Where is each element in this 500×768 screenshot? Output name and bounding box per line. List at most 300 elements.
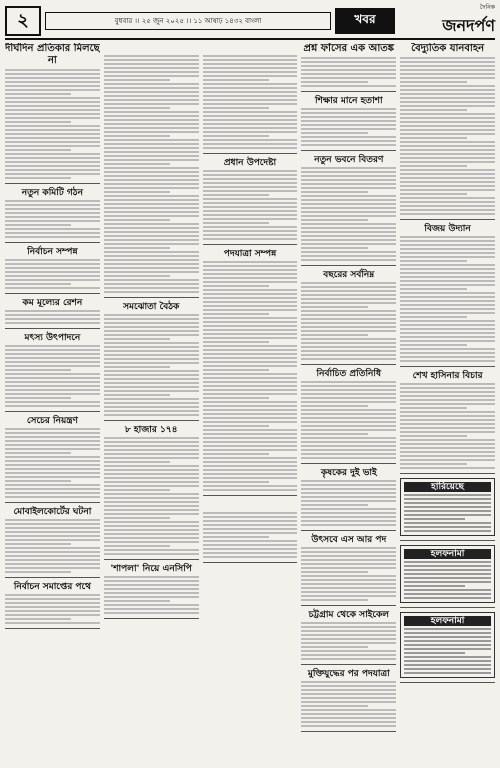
text-line-placeholder [5,85,100,87]
text-line-placeholder [5,622,100,624]
text-line-placeholder [203,238,298,240]
article-headline: সেচের নিয়ন্ত্রণ [26,416,78,426]
text-line-placeholder [400,121,495,123]
text-line-placeholder [203,453,269,455]
text-line-placeholder [301,429,396,431]
text-line-placeholder [5,169,100,171]
text-line-placeholder [400,403,495,405]
text-line-placeholder [400,93,495,95]
text-line-placeholder [301,211,396,213]
text-line-placeholder [104,231,199,233]
text-line-placeholder [404,660,491,662]
text-line-placeholder [5,551,100,553]
text-line-placeholder [301,199,396,201]
text-line-placeholder [404,577,491,579]
text-line-placeholder [301,310,396,312]
column-1 [5,43,100,765]
text-line-placeholder [104,239,199,241]
text-line-placeholder [301,409,396,411]
text-line-placeholder [301,654,396,656]
article-body [203,170,298,240]
article [5,188,100,238]
text-line-placeholder [301,453,396,455]
text-line-placeholder [104,608,199,610]
article-headline: নতুন কমিটি গঠন [21,188,83,198]
text-line-placeholder [400,360,495,362]
text-line-placeholder [301,120,396,122]
text-line-placeholder [400,173,495,175]
article [5,507,100,573]
text-line-placeholder [5,77,100,79]
text-line-placeholder [400,57,495,59]
text-line-placeholder [400,117,495,119]
text-line-placeholder [104,481,199,483]
text-line-placeholder [400,101,495,103]
text-line-placeholder [404,565,491,567]
text-line-placeholder [203,341,269,343]
text-line-placeholder [104,493,199,495]
text-line-placeholder [301,215,396,217]
text-line-placeholder [404,597,491,599]
text-line-placeholder [5,389,100,391]
text-line-placeholder [104,314,199,316]
text-line-placeholder [301,251,396,253]
text-line-placeholder [5,559,100,561]
text-line-placeholder [5,69,100,71]
article [400,224,495,362]
article-headline: নির্বাচন সম্পন্ন [27,247,78,257]
text-line-placeholder [301,203,396,205]
text-line-placeholder [301,57,396,59]
article [5,298,100,324]
text-line-placeholder [400,165,466,167]
text-line-placeholder [400,77,495,79]
text-line-placeholder [104,576,199,578]
text-line-placeholder [5,397,71,399]
text-line-placeholder [400,415,495,417]
text-line-placeholder [203,413,298,415]
text-line-placeholder [404,644,491,646]
text-line-placeholder [104,477,199,479]
article [5,43,100,179]
article-headline: শেখ হাসিনার বিচার [412,371,483,381]
text-line-placeholder [104,123,199,125]
text-line-placeholder [203,79,269,81]
text-line-placeholder [104,75,199,77]
text-line-placeholder [104,267,199,269]
text-line-placeholder [400,300,495,302]
page-number: ২ [5,6,41,36]
text-line-placeholder [301,449,396,451]
text-line-placeholder [400,467,495,469]
text-line-placeholder [5,480,71,482]
text-line-placeholder [104,517,170,519]
text-line-placeholder [400,81,466,83]
logo-title: জনদর্পণ [442,16,495,35]
text-line-placeholder [5,271,100,273]
text-line-placeholder [104,59,199,61]
text-line-placeholder [301,231,396,233]
article-body [301,480,396,526]
text-line-placeholder [400,304,495,306]
text-line-placeholder [301,512,396,514]
article-headline: হলফনামা [404,549,491,559]
text-line-placeholder [104,179,199,181]
text-line-placeholder [400,459,495,461]
text-line-placeholder [301,709,396,711]
text-line-placeholder [104,147,199,149]
article-divider [5,502,100,503]
text-line-placeholder [203,405,298,407]
text-line-placeholder [104,549,199,551]
text-line-placeholder [400,320,495,322]
text-line-placeholder [5,488,100,490]
article-divider [5,293,100,294]
article-divider [203,562,298,563]
text-line-placeholder [301,575,396,577]
text-line-placeholder [203,393,298,395]
article-headline: প্রধান উপদেষ্টা [223,158,277,168]
text-line-placeholder [301,144,396,146]
text-line-placeholder [301,322,396,324]
text-line-placeholder [104,406,199,408]
article [104,425,199,555]
text-line-placeholder [301,433,367,435]
text-line-placeholder [301,77,396,79]
text-line-placeholder [203,445,298,447]
text-line-placeholder [5,527,100,529]
text-line-placeholder [400,240,495,242]
logo-subtitle: দৈনিক [479,4,495,11]
text-line-placeholder [5,614,100,616]
text-line-placeholder [400,256,495,258]
text-line-placeholder [301,191,367,193]
text-line-placeholder [203,103,298,105]
text-line-placeholder [301,259,396,261]
text-line-placeholder [203,329,298,331]
text-line-placeholder [203,277,298,279]
article-body [404,561,491,599]
text-line-placeholder [301,219,367,221]
text-line-placeholder [5,535,100,537]
text-line-placeholder [301,563,396,565]
text-line-placeholder [5,618,71,620]
text-line-placeholder [400,244,495,246]
text-line-placeholder [104,107,170,109]
text-line-placeholder [301,354,396,356]
text-line-placeholder [301,638,396,640]
text-line-placeholder [203,465,298,467]
text-line-placeholder [301,128,396,130]
article [400,371,495,469]
text-line-placeholder [301,227,396,229]
text-line-placeholder [104,283,199,285]
article-divider [400,682,495,683]
text-line-placeholder [301,330,396,332]
text-line-placeholder [5,484,100,486]
text-line-placeholder [104,509,199,511]
text-line-placeholder [104,346,199,348]
text-line-placeholder [301,326,396,328]
text-line-placeholder [5,610,100,612]
text-line-placeholder [400,419,495,421]
text-line-placeholder [203,75,298,77]
text-line-placeholder [104,291,199,293]
text-line-placeholder [301,441,396,443]
text-line-placeholder [400,252,495,254]
text-line-placeholder [400,336,495,338]
text-line-placeholder [400,236,495,238]
text-line-placeholder [104,87,199,89]
text-line-placeholder [104,219,170,221]
text-line-placeholder [5,432,100,434]
text-line-placeholder [203,285,269,287]
text-line-placeholder [203,437,298,439]
text-line-placeholder [5,157,100,159]
text-line-placeholder [5,283,71,285]
text-line-placeholder [104,354,199,356]
text-line-placeholder [203,381,298,383]
column-2 [104,43,199,765]
text-line-placeholder [301,187,396,189]
text-line-placeholder [5,365,100,367]
text-line-placeholder [5,228,100,230]
text-line-placeholder [5,436,100,438]
text-line-placeholder [400,73,495,75]
text-line-placeholder [400,427,495,429]
text-line-placeholder [5,224,71,226]
text-line-placeholder [203,425,269,427]
text-line-placeholder [301,171,396,173]
text-line-placeholder [301,713,396,715]
text-line-placeholder [203,194,269,196]
text-line-placeholder [5,275,100,277]
text-line-placeholder [203,528,298,530]
text-line-placeholder [5,263,100,265]
text-line-placeholder [104,362,199,364]
column-4 [301,43,396,765]
article-headline: হলফনামা [404,616,491,626]
article-divider [400,607,495,608]
text-line-placeholder [104,247,170,249]
text-line-placeholder [104,600,170,602]
text-line-placeholder [104,326,199,328]
text-line-placeholder [5,93,71,95]
text-line-placeholder [301,61,396,63]
text-line-placeholder [5,232,100,234]
text-line-placeholder [301,393,396,395]
text-line-placeholder [104,83,199,85]
text-line-placeholder [301,591,396,593]
text-line-placeholder [404,640,491,642]
text-line-placeholder [5,460,100,462]
text-line-placeholder [400,308,495,310]
text-line-placeholder [203,301,298,303]
text-line-placeholder [400,264,495,266]
text-line-placeholder [404,502,491,504]
text-line-placeholder [5,464,100,466]
text-line-placeholder [404,672,491,674]
text-line-placeholder [301,658,396,660]
text-line-placeholder [5,353,100,355]
text-line-placeholder [5,492,100,494]
text-line-placeholder [5,137,100,139]
text-line-placeholder [5,357,100,359]
text-line-placeholder [5,519,100,521]
text-line-placeholder [400,105,495,107]
text-line-placeholder [301,306,367,308]
article-headline: কৃষকের দুই ভাই [320,468,377,478]
text-line-placeholder [104,350,199,352]
text-line-placeholder [301,425,396,427]
text-line-placeholder [301,445,396,447]
text-line-placeholder [5,149,71,151]
text-line-placeholder [400,209,495,211]
text-line-placeholder [301,298,396,300]
text-line-placeholder [104,382,199,384]
text-line-placeholder [301,689,396,691]
article-headline [203,500,298,510]
text-line-placeholder [400,260,466,262]
text-line-placeholder [104,505,199,507]
article-headline: মুক্তিযুদ্ধের পর পদযাত্রা [307,669,390,679]
text-line-placeholder [104,63,199,65]
text-line-placeholder [203,401,298,403]
text-line-placeholder [104,410,199,412]
text-line-placeholder [203,389,298,391]
article-body [301,622,396,660]
article [400,43,495,215]
text-line-placeholder [203,293,298,295]
text-line-placeholder [400,451,495,453]
text-line-placeholder [203,107,269,109]
text-line-placeholder [400,312,495,314]
text-line-placeholder [104,394,170,396]
article-body [301,57,396,87]
section-tag: খবর [335,8,395,34]
text-line-placeholder [5,543,71,545]
text-line-placeholder [104,338,170,340]
text-line-placeholder [5,602,100,604]
article-body [5,345,100,407]
text-line-placeholder [5,468,100,470]
text-line-placeholder [301,385,396,387]
text-line-placeholder [104,135,170,137]
text-line-placeholder [104,71,199,73]
article-headline: বিজয় উদ্যান [424,224,471,234]
text-line-placeholder [400,205,495,207]
article-headline: 'শাপলা' নিয়ে এনসিপি [110,564,192,574]
article-divider [301,731,396,732]
text-line-placeholder [301,381,396,383]
text-line-placeholder [104,287,199,289]
text-line-placeholder [104,175,199,177]
text-line-placeholder [400,439,495,441]
text-line-placeholder [203,441,298,443]
text-line-placeholder [400,85,495,87]
article-body [301,108,396,146]
text-line-placeholder [400,153,495,155]
text-line-placeholder [404,494,491,496]
text-line-placeholder [400,169,495,171]
text-line-placeholder [404,668,491,670]
article-divider [301,664,396,665]
article-divider [5,628,100,629]
text-line-placeholder [404,632,491,634]
text-line-placeholder [5,216,100,218]
article [301,155,396,261]
text-line-placeholder [104,151,199,153]
text-line-placeholder [400,193,466,195]
text-line-placeholder [104,330,199,332]
article-body [301,167,396,261]
article-divider [301,463,396,464]
text-line-placeholder [5,567,100,569]
text-line-placeholder [104,55,199,57]
text-line-placeholder [301,500,396,502]
text-line-placeholder [400,129,495,131]
text-line-placeholder [203,369,269,371]
text-line-placeholder [203,481,269,483]
text-line-placeholder [5,125,100,127]
text-line-placeholder [203,269,298,271]
article [203,500,298,558]
text-line-placeholder [203,55,298,57]
article-body [203,261,298,491]
text-line-placeholder [301,389,396,391]
text-line-placeholder [203,461,298,463]
text-line-placeholder [104,592,199,594]
text-line-placeholder [400,387,495,389]
text-line-placeholder [104,588,199,590]
text-line-placeholder [404,561,491,563]
text-line-placeholder [301,183,396,185]
text-line-placeholder [203,540,298,542]
text-line-placeholder [5,141,100,143]
article-divider [104,559,199,560]
text-line-placeholder [301,302,396,304]
text-line-placeholder [203,429,298,431]
text-line-placeholder [104,437,199,439]
text-line-placeholder [400,435,466,437]
article-headline: নির্বাচিত প্রতিনিধি [316,369,382,379]
text-line-placeholder [400,344,466,346]
text-line-placeholder [203,174,298,176]
text-line-placeholder [203,473,298,475]
text-line-placeholder [5,531,100,533]
text-line-placeholder [5,208,100,210]
text-line-placeholder [301,579,396,581]
text-line-placeholder [104,163,170,165]
text-line-placeholder [301,681,396,683]
article-body [5,200,100,238]
text-line-placeholder [400,443,495,445]
text-line-placeholder [404,593,491,595]
text-line-placeholder [203,417,298,419]
text-line-placeholder [301,223,396,225]
article-headline: প্রশ্ন ফাঁসের এক আতঙ্ক [303,43,395,54]
article-headline: চট্টগ্রাম থেকে সাইকেল [308,610,389,620]
text-line-placeholder [301,282,396,284]
text-line-placeholder [400,276,495,278]
article-divider [203,495,298,496]
text-line-placeholder [203,222,269,224]
text-line-placeholder [104,159,199,161]
text-line-placeholder [301,480,396,482]
text-line-placeholder [400,383,495,385]
text-line-placeholder [104,275,170,277]
text-line-placeholder [301,484,396,486]
